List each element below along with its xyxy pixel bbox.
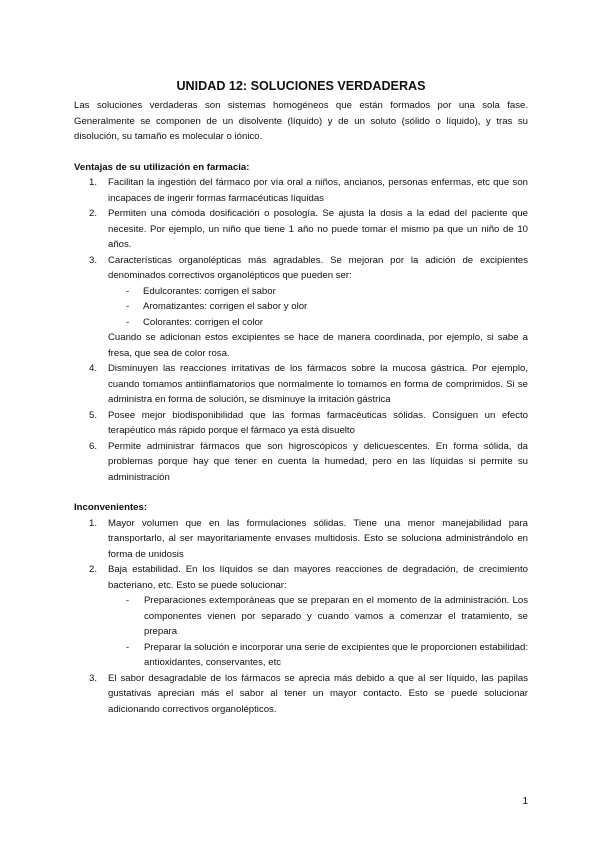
item-text: Características organolépticas más agradables. Se mejoran por la adición de excipientes denominados correctivos organolépticos que pueden ser: bbox=[108, 254, 528, 281]
list-item bbox=[74, 439, 528, 486]
item-text: Disminuyen las reacciones irritativas de los fármacos sobre la mucosa gástrica. Por ejemplo, cuando tomamos antiinflamatorios que normalmente lo tomamos en forma de comprimidos. Si se administra en forma de solución, se disminuye la irritación gástrica bbox=[108, 363, 528, 405]
sub-list bbox=[108, 593, 528, 671]
item-text: Permite administrar fármacos que son higroscópicos y delicuescentes. En forma sólida, da problemas porque hay que tener en cuenta la humedad, pero en las líquidas si permite su administración bbox=[108, 440, 528, 483]
item-number: 3. bbox=[89, 672, 98, 684]
list-item bbox=[74, 562, 528, 671]
ventajas-list bbox=[74, 175, 528, 485]
ventajas-heading: Ventajas de su utilización en farmacia: bbox=[74, 161, 250, 173]
document-page bbox=[74, 78, 528, 717]
item-number: 4. bbox=[89, 363, 98, 374]
intro-paragraph: Las soluciones verdaderas son sistemas homogéneos que están formados por una sola fase. Generalmente se componen de un disolvente (líquido) y de un soluto (sólido o líquido), y tras su disolución, su tamaño es molecular o iónico. bbox=[74, 100, 528, 142]
list-item bbox=[74, 516, 528, 563]
sub-item-text: Edulcorantes: corrigen el sabor bbox=[143, 285, 276, 297]
sub-item: - Preparaciones extemporáneas que se preparan en el momento de la administración. Los componentes vienen por separado y cuando vamos a comenzar el tratamiento, se prepara bbox=[126, 595, 528, 637]
list-item bbox=[74, 408, 528, 439]
item-number: 6. bbox=[89, 440, 98, 452]
item-number: 2. bbox=[89, 208, 98, 219]
list-item bbox=[74, 206, 528, 253]
item-number: 1. bbox=[89, 177, 98, 188]
sub-list bbox=[108, 284, 528, 331]
item-number: 1. bbox=[89, 517, 98, 529]
sub-item-text: Colorantes: corrigen el color bbox=[143, 316, 263, 328]
page-title: UNIDAD 12: SOLUCIONES VERDADERAS bbox=[176, 79, 426, 93]
inconvenientes-list bbox=[74, 516, 528, 718]
list-item bbox=[74, 175, 528, 206]
item-number: 5. bbox=[89, 409, 98, 421]
sub-item: - Edulcorantes: corrigen el sabor bbox=[126, 285, 276, 297]
sub-item-text: Preparar la solución e incorporar una serie de excipientes que le proporcionen estabilidad: antioxidantes, conservantes, etc bbox=[144, 641, 528, 668]
item-number: 3. bbox=[89, 254, 98, 266]
item-text: Permiten una cómoda dosificación o posología. Se ajusta la dosis a la edad del paciente que necesite. Por ejemplo, un niño que tiene 1 año no puede tomar el mismo pa que un niño de 10 años. bbox=[108, 208, 528, 250]
spacer bbox=[74, 145, 528, 160]
sub-item-text: Aromatizantes: corrigen el sabor y olor bbox=[143, 301, 308, 312]
list-item bbox=[74, 361, 528, 408]
item-text: Facilitan la ingestión del fármaco por vía oral a niños, ancianos, personas enfermas, etc que son incapaces de ingerir formas farmacéuticas líquidas bbox=[108, 177, 528, 204]
item-text: Mayor volumen que en las formulaciones sólidas. Tiene una menor manejabilidad para transportarlo, al ser mayoritariamente envases multidosis. Esto se soluciona administrándolo en forma de unidosis bbox=[108, 517, 528, 560]
page-number: 1 bbox=[522, 796, 528, 807]
inconvenientes-heading: Inconvenientes: bbox=[74, 502, 148, 513]
spacer bbox=[74, 485, 528, 500]
list-item bbox=[74, 253, 528, 362]
item-text: Baja estabilidad. En los líquidos se dan mayores reacciones de degradación, de crecimiento bacteriano, etc. Esto se puede solucionar: bbox=[108, 564, 528, 591]
item-number: 2. bbox=[89, 564, 98, 575]
list-item bbox=[74, 671, 528, 718]
item-followup-text: Cuando se adicionan estos excipientes se hace de manera coordinada, por ejemplo, si sabe a fresa, que sea de color rosa. bbox=[108, 332, 528, 359]
sub-item: - Aromatizantes: corrigen el sabor y olor bbox=[126, 301, 308, 312]
sub-item: - Colorantes: corrigen el color bbox=[126, 316, 263, 328]
sub-item: - Preparar la solución e incorporar una serie de excipientes que le proporcionen estabilidad: antioxidantes, conservantes, etc bbox=[126, 641, 528, 668]
item-text: Posee mejor biodisponibilidad que las formas farmacéuticas sólidas. Consiguen un efecto terapéutico más rápido porque el fármaco ya está disuelto bbox=[108, 409, 528, 436]
sub-item-text: Preparaciones extemporáneas que se preparan en el momento de la administración. Los componentes vienen por separado y cuando vamos a comenzar el tratamiento, se prepara bbox=[144, 595, 528, 637]
item-text: El sabor desagradable de los fármacos se aprecia más debido a que al ser líquido, las papilas gustativas aprecian más el sabor al tener un mayor contacto. Esto se puede solucionar adicionando correctivos organolépticos. bbox=[108, 672, 528, 715]
